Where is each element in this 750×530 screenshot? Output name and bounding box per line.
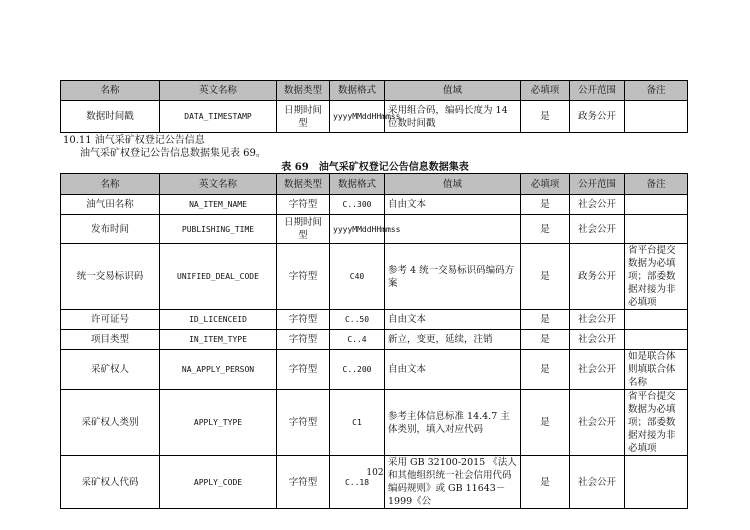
cell-value-domain: 参考主体信息标准 14.4.7 主体类别，填入对应代码 [385,390,521,456]
cell-disclosure-scope: 社会公开 [570,195,625,215]
cell-disclosure-scope: 社会公开 [570,310,625,330]
cell-name: 许可证号 [61,310,160,330]
table-69 [60,173,688,509]
column-header: 名称 [61,174,160,195]
cell-english-name: NA_ITEM_NAME [160,195,277,215]
cell-required: 是 [521,101,570,133]
cell-value-domain: 采用组合码，编码长度为 14 位数时间戳 [385,101,521,133]
top-table-header-row [61,81,688,101]
cell-value-domain: 自由文本 [385,350,521,390]
column-header: 数据格式 [330,81,385,101]
table-row [61,456,688,509]
cell-value-domain: 自由文本 [385,195,521,215]
table-row [61,244,688,310]
column-header: 数据类型 [277,81,330,101]
column-header: 公开范围 [570,81,625,101]
cell-name: 采矿权人 [61,350,160,390]
cell-disclosure-scope: 政务公开 [570,101,625,133]
cell-data-type: 字符型 [277,350,330,390]
column-header: 备注 [625,174,688,195]
table-caption: 表 69 油气采矿权登记公告信息数据集表 [281,162,469,173]
table-row [61,390,688,456]
cell-data-format: C..300 [330,195,385,215]
cell-remark: 省平台提交数据为必填项；部委数据对接为非必填项 [625,244,688,310]
column-header: 英文名称 [160,174,277,195]
cell-data-type: 字符型 [277,310,330,330]
column-header: 数据类型 [277,174,330,195]
cell-required: 是 [521,350,570,390]
cell-name: 数据时间戳 [61,101,160,133]
cell-required: 是 [521,215,570,244]
cell-required: 是 [521,244,570,310]
cell-disclosure-scope: 社会公开 [570,215,625,244]
cell-data-type: 日期时间型 [277,215,330,244]
cell-value-domain: 参考 4 统一交易标识码编码方案 [385,244,521,310]
cell-value-domain: 自由文本 [385,310,521,330]
cell-data-type: 字符型 [277,244,330,310]
cell-value-domain [385,215,521,244]
cell-english-name: IN_ITEM_TYPE [160,330,277,350]
table-row [61,195,688,215]
cell-data-type: 字符型 [277,195,330,215]
cell-remark [625,456,688,509]
table-row [61,350,688,390]
cell-disclosure-scope: 社会公开 [570,390,625,456]
top-table [60,80,688,133]
cell-data-format: yyyyMMddHHmmss [330,215,385,244]
table-row [61,310,688,330]
cell-remark: 如是联合体则填联合体名称 [625,350,688,390]
cell-remark [625,195,688,215]
cell-disclosure-scope: 社会公开 [570,330,625,350]
cell-name: 油气田名称 [61,195,160,215]
cell-name: 发布时间 [61,215,160,244]
cell-data-format: C..4 [330,330,385,350]
column-header: 值域 [385,174,521,195]
cell-data-format: yyyyMMddHHmmss [330,101,385,133]
cell-value-domain: 采用 GB 32100-2015 《法人和其他组织统一社会信用代码编码规则》或 GB 11643－1999《公 [385,456,521,509]
cell-english-name: NA_APPLY_PERSON [160,350,277,390]
cell-disclosure-scope: 社会公开 [570,350,625,390]
cell-data-type: 日期时间型 [277,101,330,133]
cell-required: 是 [521,310,570,330]
column-header: 名称 [61,81,160,101]
cell-data-type: 字符型 [277,456,330,509]
cell-value-domain: 新立，变更，延续，注销 [385,330,521,350]
cell-disclosure-scope: 政务公开 [570,244,625,310]
cell-required: 是 [521,330,570,350]
cell-english-name: APPLY_CODE [160,456,277,509]
cell-name: 采矿权人代码 [61,456,160,509]
column-header: 值域 [385,81,521,101]
cell-data-format: C1 [330,390,385,456]
section-heading: 10.11 油气采矿权登记公告信息 [63,135,205,146]
column-header: 公开范围 [570,174,625,195]
section-intro: 油气采矿权登记公告信息数据集见表 69。 [80,148,266,159]
column-header: 数据格式 [330,174,385,195]
cell-required: 是 [521,456,570,509]
cell-required: 是 [521,390,570,456]
cell-remark: 省平台提交数据为必填项；部委数据对接为非必填项 [625,390,688,456]
cell-data-format: C..50 [330,310,385,330]
table-row [61,330,688,350]
cell-english-name: ID_LICENCEID [160,310,277,330]
cell-name: 项目类型 [61,330,160,350]
table-row [61,101,688,133]
cell-name: 采矿权人类别 [61,390,160,456]
cell-remark [625,310,688,330]
table-row [61,215,688,244]
column-header: 备注 [625,81,688,101]
column-header: 必填项 [521,81,570,101]
column-header: 必填项 [521,174,570,195]
cell-data-type: 字符型 [277,390,330,456]
column-header: 英文名称 [160,81,277,101]
cell-name: 统一交易标识码 [61,244,160,310]
cell-data-type: 字符型 [277,330,330,350]
cell-english-name: APPLY_TYPE [160,390,277,456]
cell-english-name: DATA_TIMESTAMP [160,101,277,133]
page-number: 102 [366,468,384,478]
cell-required: 是 [521,195,570,215]
cell-remark [625,101,688,133]
cell-remark [625,330,688,350]
cell-data-format: C..18 [330,456,385,509]
table-69-header-row [61,174,688,195]
cell-data-format: C40 [330,244,385,310]
cell-english-name: UNIFIED_DEAL_CODE [160,244,277,310]
cell-data-format: C..200 [330,350,385,390]
cell-remark [625,215,688,244]
cell-disclosure-scope: 社会公开 [570,456,625,509]
cell-english-name: PUBLISHING_TIME [160,215,277,244]
